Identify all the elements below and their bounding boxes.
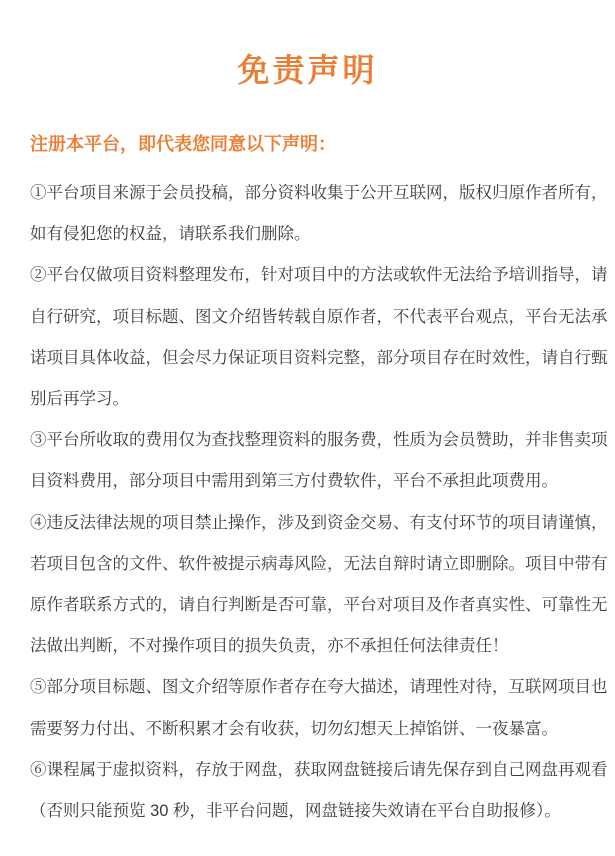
paragraph-line: 自行研究，项目标题、图文介绍皆转载自原作者，不代表平台观点，平台无法承 <box>30 307 608 326</box>
paragraph-line: ⑥课程属于虚拟资料，存放于网盘，获取网盘链接后请先保存到自己网盘再观看 <box>30 760 608 779</box>
disclaimer-paragraph-4 <box>30 503 608 668</box>
paragraph-line: （否则只能预览 30 秒，非平台问题，网盘链接失效请在平台自助报修）。 <box>30 802 561 821</box>
page-title: 免责声明 <box>237 52 378 88</box>
disclaimer-paragraph-2 <box>30 255 608 420</box>
paragraph-line: ⑤部分项目标题、图文介绍等原作者存在夸大描述，请理性对待，互联网项目也 <box>30 678 608 697</box>
paragraph-line: 法做出判断，不对操作项目的损失负责，亦不承担任何法律责任！ <box>30 637 509 656</box>
paragraph-line: 需要努力付出、不断积累才会有收获，切勿幻想天上掉馅饼、一夜暴富。 <box>30 719 558 738</box>
paragraph-line: ②平台仅做项目资料整理发布，针对项目中的方法或软件无法给予培训指导，请 <box>30 266 608 285</box>
disclaimer-body <box>30 173 608 832</box>
paragraph-line: 如有侵犯您的权益，请联系我们删除。 <box>30 225 311 244</box>
intro-statement: 注册本平台，即代表您同意以下声明： <box>30 134 336 154</box>
disclaimer-paragraph-1 <box>30 173 608 255</box>
paragraph-line: 诺项目具体收益，但会尽力保证项目资料完整，部分项目存在时效性，请自行甄 <box>30 348 608 367</box>
paragraph-line: ①平台项目来源于会员投稿，部分资料收集于公开互联网，版权归原作者所有， <box>30 184 608 202</box>
paragraph-line: 别后再学习。 <box>30 390 129 409</box>
paragraph-line: 若项目包含的文件、软件被提示病毒风险，无法自辩时请立即删除。项目中带有 <box>30 554 608 573</box>
disclaimer-paragraph-5 <box>30 667 608 749</box>
paragraph-line: 目资料费用，部分项目中需用到第三方付费软件，平台不承担此项费用。 <box>30 472 558 491</box>
paragraph-line: ④违反法律法规的项目禁止操作，涉及到资金交易、有支付环节的项目请谨慎， <box>30 513 608 532</box>
paragraph-line: 原作者联系方式的，请自行判断是否可靠，平台对项目及作者真实性、可靠性无 <box>30 596 608 615</box>
paragraph-line: ③平台所收取的费用仅为查找整理资料的服务费，性质为会员赞助，并非售卖项 <box>30 431 608 450</box>
disclaimer-paragraph-6 <box>30 750 608 832</box>
disclaimer-paragraph-3 <box>30 420 608 502</box>
